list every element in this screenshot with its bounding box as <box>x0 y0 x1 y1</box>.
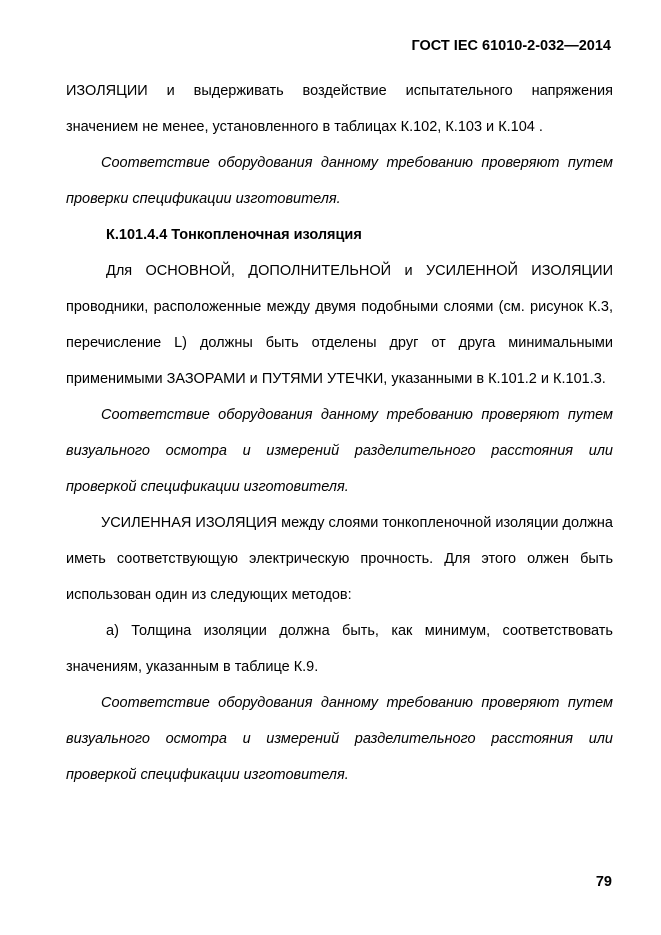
paragraph-body: УСИЛЕННАЯ ИЗОЛЯЦИЯ между слоями тонкопленочной изоляции должна иметь соответствующую электрическую прочность. Для этого олжен быть использован один из следующих методов: <box>66 515 613 603</box>
list-item: а) Толщина изоляции должна быть, как минимум, соответствовать значениям, указанным в таблице К.9. <box>66 623 613 675</box>
paragraph-compliance-check: Соответствие оборудования данному требованию проверяют путем визуального осмотра и измерений разделительного расстояния или проверкой спецификации изготовителя. <box>66 695 613 783</box>
document-body <box>66 73 613 793</box>
paragraph-compliance-check: Соответствие оборудования данному требованию проверяют путем проверки спецификации изготовителя. <box>66 155 613 207</box>
section-heading: К.101.4.4 Тонкопленочная изоляция <box>106 227 362 243</box>
page-number: 79 <box>595 874 612 890</box>
document-header: ГОСТ IEC 61010-2-032—2014 <box>411 38 611 54</box>
paragraph-continuation: ИЗОЛЯЦИИ и выдерживать воздействие испытательного напряжения значением не менее, установленного в таблицах К.102, К.103 и К.104 . <box>66 83 613 135</box>
paragraph-body: Для ОСНОВНОЙ, ДОПОЛНИТЕЛЬНОЙ и УСИЛЕННОЙ ИЗОЛЯЦИИ проводники, расположенные между двумя подобными слоями (см. рисунок К.3, перечисление L) должны быть отделены друг от друга минимальными применимыми ЗАЗОРАМИ и ПУТЯМИ УТЕЧКИ, указанными в К.101.2 и К.101.3. <box>66 263 613 387</box>
paragraph-compliance-check: Соответствие оборудования данному требованию проверяют путем визуального осмотра и измерений разделительного расстояния или проверкой спецификации изготовителя. <box>66 407 613 495</box>
